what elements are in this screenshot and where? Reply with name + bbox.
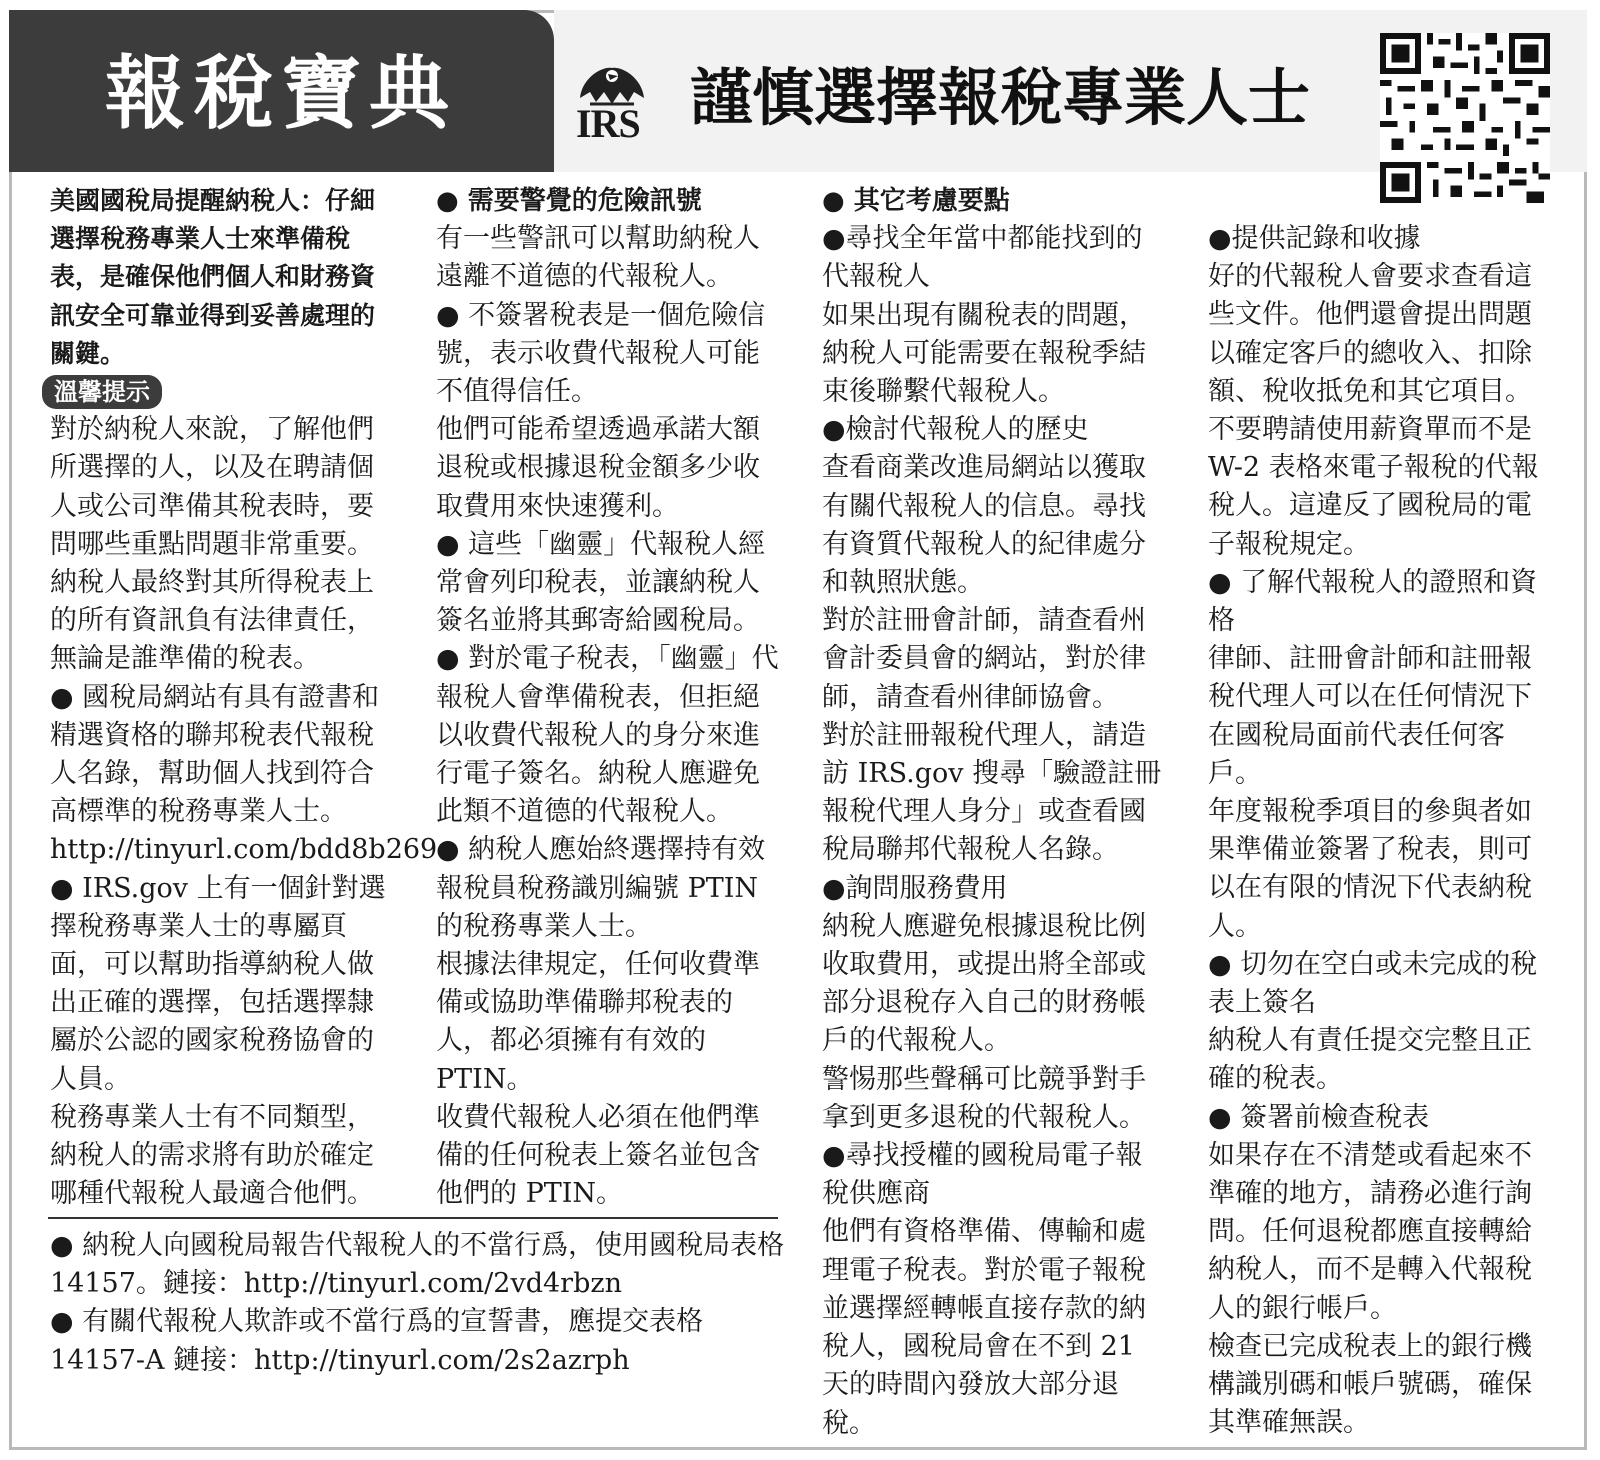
bullet-paragraph: ● 對於電子稅表，「幽靈」代報稅人會準備稅表，但拒絕以收費代報稅人的身分來進行電子簽名。納稅人應避免此類不道德的代報稅人。 — [436, 643, 779, 828]
bullet-paragraph: ● 納稅人向國稅局報告代報稅人的不當行爲，使用國稅局表格 14157。鏈接：http://tinyurl.com/2vd4rbzn — [50, 1230, 785, 1300]
bullet-paragraph: ● 納稅人應始終選擇持有效報稅員稅務識別編號 PTIN 的稅務專業人士。 — [436, 834, 766, 942]
column-1 — [50, 182, 438, 1213]
section-heading: ● 其它考慮要點 — [822, 186, 1010, 216]
paragraph: 對於納稅人來說，了解他們所選擇的人，以及在聘請個人或公司準備其稅表時，要問哪些重點問題非常重要。 — [50, 414, 374, 560]
bullet-heading: ●檢討代報稅人的歷史 — [822, 414, 1089, 446]
bullet-heading: ● 切勿在空白或未完成的稅表上簽名 — [1208, 948, 1538, 1019]
paragraph: 不要聘請使用薪資單而不是 W-2 表格來電子報稅的代報稅人。這違反了國稅局的電子報稅規定。 — [1208, 414, 1539, 560]
divider — [48, 1217, 778, 1219]
paragraph: 年度報稅季項目的參與者如果準備並簽署了稅表，則可以在有限的情況下代表納稅人。 — [1208, 796, 1532, 942]
paragraph: 納稅人有責任提交完整且正確的稅表。 — [1208, 1025, 1532, 1095]
bullet-paragraph: ● 不簽署稅表是一個危險信號，表示收費代報稅人可能不值得信任。 — [436, 299, 766, 408]
paragraph: 有一些警訊可以幫助納稅人遠離不道德的代報稅人。 — [436, 223, 760, 293]
paragraph: 檢查已完成稅表上的銀行機構識別碼和帳戶號碼，確保其準確無誤。 — [1208, 1330, 1532, 1439]
paragraph: 律師、註冊會計師和註冊報稅代理人可以在任何情況下在國稅局面前代表任何客戶。 — [1208, 643, 1532, 789]
bullet-heading: ●尋找全年當中都能找到的代報稅人 — [822, 223, 1143, 293]
column-4 — [1208, 220, 1553, 1443]
bottom-notes — [50, 1227, 785, 1380]
paragraph: 對於註冊會計師，請查看州會計委員會的網站，對於律師，請查看州律師協會。 — [822, 605, 1146, 713]
bullet-paragraph: ● 國稅局網站有具有證書和精選資格的聯邦稅表代報稅人名錄，幫助個人找到符合高標準的稅務專業人士。 — [50, 681, 380, 828]
bullet-heading: ●提供記錄和收據 — [1208, 223, 1421, 254]
lead-paragraph: 美國國稅局提醒納稅人：仔細選擇稅務專業人士來準備稅表，是確保他們個人和財務資訊安全可靠並得到妥善處理的關鍵。 — [50, 186, 376, 368]
paragraph: 他們有資格準備、傳輸和處理電子稅表。對於電子報稅並選擇經轉帳直接存款的納稅人，國稅局會在不到 21 天的時間內發放大部分退稅。 — [822, 1216, 1146, 1439]
paragraph: 納稅人應避免根據退稅比例收取費用，或提出將全部或部分退稅存入自己的財務帳戶的代報稅人。 — [822, 910, 1146, 1057]
link-url[interactable]: http://tinyurl.com/bdd8b269 — [50, 834, 438, 866]
article-headline: 謹慎選擇報稅專業人士 — [690, 61, 1311, 134]
irs-logo-text: IRS — [576, 101, 640, 146]
section-heading: ● 需要警覺的危險訊號 — [436, 186, 702, 216]
title-block — [9, 10, 554, 172]
bullet-heading: ●尋找授權的國稅局電子報稅供應商 — [822, 1140, 1143, 1210]
paragraph: 稅務專業人士有不同類型，納稅人的需求將有助於確定哪種代報稅人最適合他們。 — [50, 1101, 374, 1210]
paragraph: 納稅人最終對其所得稅表上的所有資訊負有法律責任，無論是誰準備的稅表。 — [50, 567, 374, 675]
paragraph: 如果出現有關稅表的問題，納稅人可能需要在報稅季結束後聯繫代報稅人。 — [822, 299, 1146, 408]
page-title: 報稅寶典 — [105, 47, 457, 140]
paragraph: 警惕那些聲稱可比競爭對手拿到更多退稅的代報稅人。 — [822, 1063, 1146, 1133]
tip-badge: 溫馨提示 — [42, 375, 162, 409]
paragraph: 根據法律規定，任何收費準備或協助準備聯邦稅表的人，都必須擁有有效的 PTIN。 — [436, 949, 760, 1095]
bullet-paragraph: ● IRS.gov 上有一個針對選擇稅務專業人士的專屬頁面，可以幫助指導納稅人做出正確的選擇，包括選擇隸屬於公認的國家稅務協會的人員。 — [50, 872, 386, 1095]
column-3 — [822, 182, 1167, 1443]
bullet-heading: ● 了解代報稅人的證照和資格 — [1208, 566, 1538, 637]
paragraph: 好的代報稅人會要求查看這些文件。他們還會提出問題以確定客戶的總收入、扣除額、稅收抵免和其它項目。 — [1208, 261, 1532, 407]
paragraph: 收費代報稅人必須在他們準備的任何稅表上簽名並包含他們的 PTIN。 — [436, 1101, 760, 1210]
bullet-heading: ● 簽署前檢查稅表 — [1208, 1101, 1430, 1133]
bullet-paragraph: ● 有關代報稅人欺詐或不當行爲的宣誓書，應提交表格 14157-A 鏈接：http://tinyurl.com/2s2azrph — [50, 1306, 704, 1376]
paragraph: 如果存在不清楚或看起來不準確的地方，請務必進行詢問。任何退稅都應直接轉給納稅人，而不是轉入代報稅人的銀行帳戶。 — [1208, 1139, 1532, 1324]
paragraph: 查看商業改進局網站以獲取有關代報稅人的信息。尋找有資質代報稅人的紀律處分和執照狀態。 — [822, 452, 1146, 599]
bullet-heading: ●詢問服務費用 — [822, 872, 1008, 904]
paragraph: 他們可能希望透過承諾大額退稅或根據退稅金額多少收取費用來快速獲利。 — [436, 414, 760, 522]
column-2 — [436, 182, 781, 1213]
paragraph: 對於註冊報稅代理人，請造訪 IRS.gov 搜尋「驗證註冊報稅代理人身分」或查看國稅局聯邦代報稅人名錄。 — [822, 719, 1162, 866]
bullet-paragraph: ● 這些「幽靈」代報稅人經常會列印稅表，並讓納稅人簽名並將其郵寄給國稅局。 — [436, 528, 766, 637]
qr-code — [1380, 33, 1550, 203]
